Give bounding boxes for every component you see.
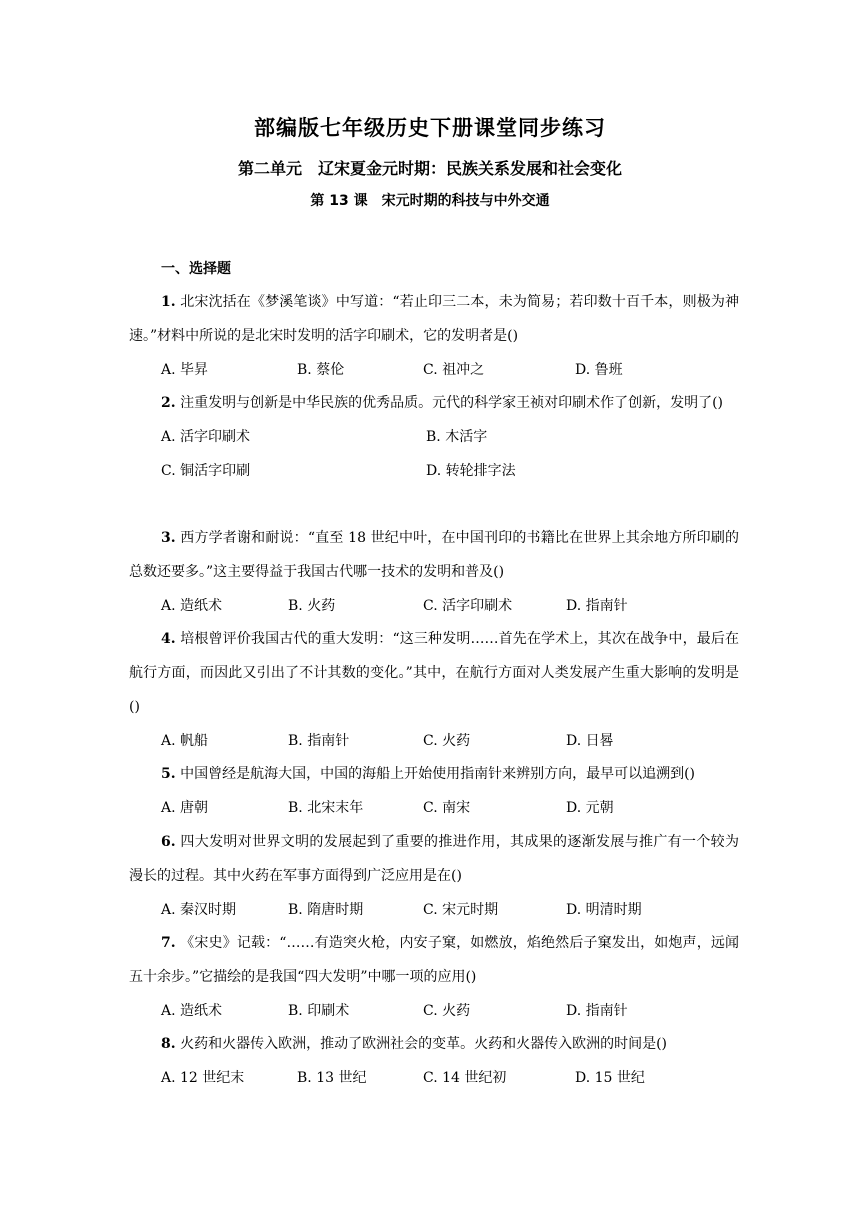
question-number: 7.	[161, 935, 176, 951]
question-number: 4.	[161, 631, 176, 647]
option-a[interactable]: A. 唐朝	[161, 800, 209, 816]
option-row	[129, 791, 739, 825]
option-d[interactable]: D. 日晷	[566, 733, 614, 749]
option-b[interactable]: B. 蔡伦	[297, 362, 345, 378]
question-stem	[129, 1027, 739, 1061]
option-b[interactable]: B. 火药	[288, 598, 336, 614]
question-1	[129, 285, 739, 387]
question-stem	[129, 622, 739, 724]
question-stem	[129, 926, 739, 994]
option-d[interactable]: D. 转轮排字法	[426, 463, 516, 479]
option-b[interactable]: B. 13 世纪	[297, 1070, 367, 1086]
question-text: 培根曾评价我国古代的重大发明：“这三种发明……首先在学术上，其次在战争中，最后在航行方面，而因此又引出了不计其数的变化。”其中，在航行方面对人类发展产生重大影响的发明是()	[129, 631, 740, 715]
question-text: 《宋史》记载：“……有造突火枪，内安子窠，如燃放，焰绝然后子窠发出，如炮声，远闻五十余步。”它描绘的是我国“四大发明”中哪一项的应用()	[129, 935, 740, 985]
option-a[interactable]: A. 毕昇	[161, 362, 209, 378]
option-b[interactable]: B. 指南针	[288, 733, 350, 749]
question-6	[129, 825, 739, 927]
option-a[interactable]: A. 12 世纪末	[161, 1070, 245, 1086]
option-a[interactable]: A. 帆船	[161, 733, 209, 749]
question-stem	[129, 386, 739, 420]
question-8	[129, 1027, 739, 1095]
question-text: 注重发明与创新是中华民族的优秀品质。元代的科学家王祯对印刷术作了创新，发明了()	[180, 395, 723, 411]
option-d[interactable]: D. 指南针	[566, 598, 628, 614]
option-c[interactable]: C. 南宋	[423, 800, 471, 816]
option-d[interactable]: D. 鲁班	[575, 362, 623, 378]
question-7	[129, 926, 739, 1028]
option-c[interactable]: C. 铜活字印刷	[161, 463, 251, 479]
option-c[interactable]: C. 14 世纪初	[423, 1070, 507, 1086]
option-d[interactable]: D. 明清时期	[566, 902, 642, 918]
question-text: 火药和火器传入欧洲，推动了欧洲社会的变革。火药和火器传入欧洲的时间是()	[180, 1036, 667, 1052]
question-stem	[129, 521, 739, 589]
question-text: 西方学者谢和耐说：“直至 18 世纪中叶，在中国刊印的书籍比在世界上其余地方所印刷的总数还要多。”这主要得益于我国古代哪一技术的发明和普及()	[129, 530, 740, 580]
option-row	[129, 994, 739, 1028]
option-d[interactable]: D. 15 世纪	[575, 1070, 645, 1086]
question-stem	[129, 757, 739, 791]
lesson-title: 第 13 课 宋元时期的科技与中外交通	[310, 193, 550, 209]
option-b[interactable]: B. 北宋末年	[288, 800, 364, 816]
document-title: 部编版七年级历史下册课堂同步练习	[254, 116, 606, 140]
question-number: 6.	[161, 834, 176, 850]
question-2	[129, 386, 739, 488]
option-row	[129, 420, 739, 454]
question-number: 5.	[161, 766, 176, 782]
question-stem	[129, 825, 739, 893]
option-c[interactable]: C. 火药	[423, 1003, 471, 1019]
question-number: 1.	[161, 294, 176, 310]
option-row	[129, 589, 739, 623]
question-number: 8.	[161, 1036, 176, 1052]
section-heading: 一、选择题	[161, 261, 231, 277]
option-row	[129, 724, 739, 758]
option-c[interactable]: C. 宋元时期	[423, 902, 499, 918]
option-a[interactable]: A. 造纸术	[161, 1003, 223, 1019]
question-number: 3.	[161, 530, 176, 546]
option-row	[129, 893, 739, 927]
option-row	[129, 353, 739, 387]
option-c[interactable]: C. 火药	[423, 733, 471, 749]
option-a[interactable]: A. 造纸术	[161, 598, 223, 614]
option-b[interactable]: B. 隋唐时期	[288, 902, 364, 918]
question-5	[129, 757, 739, 825]
question-text: 中国曾经是航海大国，中国的海船上开始使用指南针来辨别方向，最早可以追溯到()	[180, 766, 695, 782]
question-stem	[129, 285, 739, 353]
question-4	[129, 622, 739, 758]
unit-title: 第二单元 辽宋夏金元时期：民族关系发展和社会变化	[237, 159, 622, 178]
question-number: 2.	[161, 395, 176, 411]
option-b[interactable]: B. 木活字	[426, 429, 488, 445]
option-a[interactable]: A. 秦汉时期	[161, 902, 237, 918]
question-3	[129, 521, 739, 623]
option-row	[129, 1061, 739, 1095]
option-a[interactable]: A. 活字印刷术	[161, 429, 251, 445]
option-row	[129, 454, 739, 488]
question-text: 北宋沈括在《梦溪笔谈》中写道：“若止印三二本，未为简易；若印数十百千本，则极为神速。”材料中所说的是北宋时发明的活字印刷术，它的发明者是()	[129, 294, 740, 344]
option-d[interactable]: D. 元朝	[566, 800, 614, 816]
option-b[interactable]: B. 印刷术	[288, 1003, 350, 1019]
option-c[interactable]: C. 活字印刷术	[423, 598, 513, 614]
option-c[interactable]: C. 祖冲之	[423, 362, 485, 378]
option-d[interactable]: D. 指南针	[566, 1003, 628, 1019]
question-text: 四大发明对世界文明的发展起到了重要的推进作用，其成果的逐渐发展与推广有一个较为漫长的过程。其中火药在军事方面得到广泛应用是在()	[129, 834, 740, 884]
